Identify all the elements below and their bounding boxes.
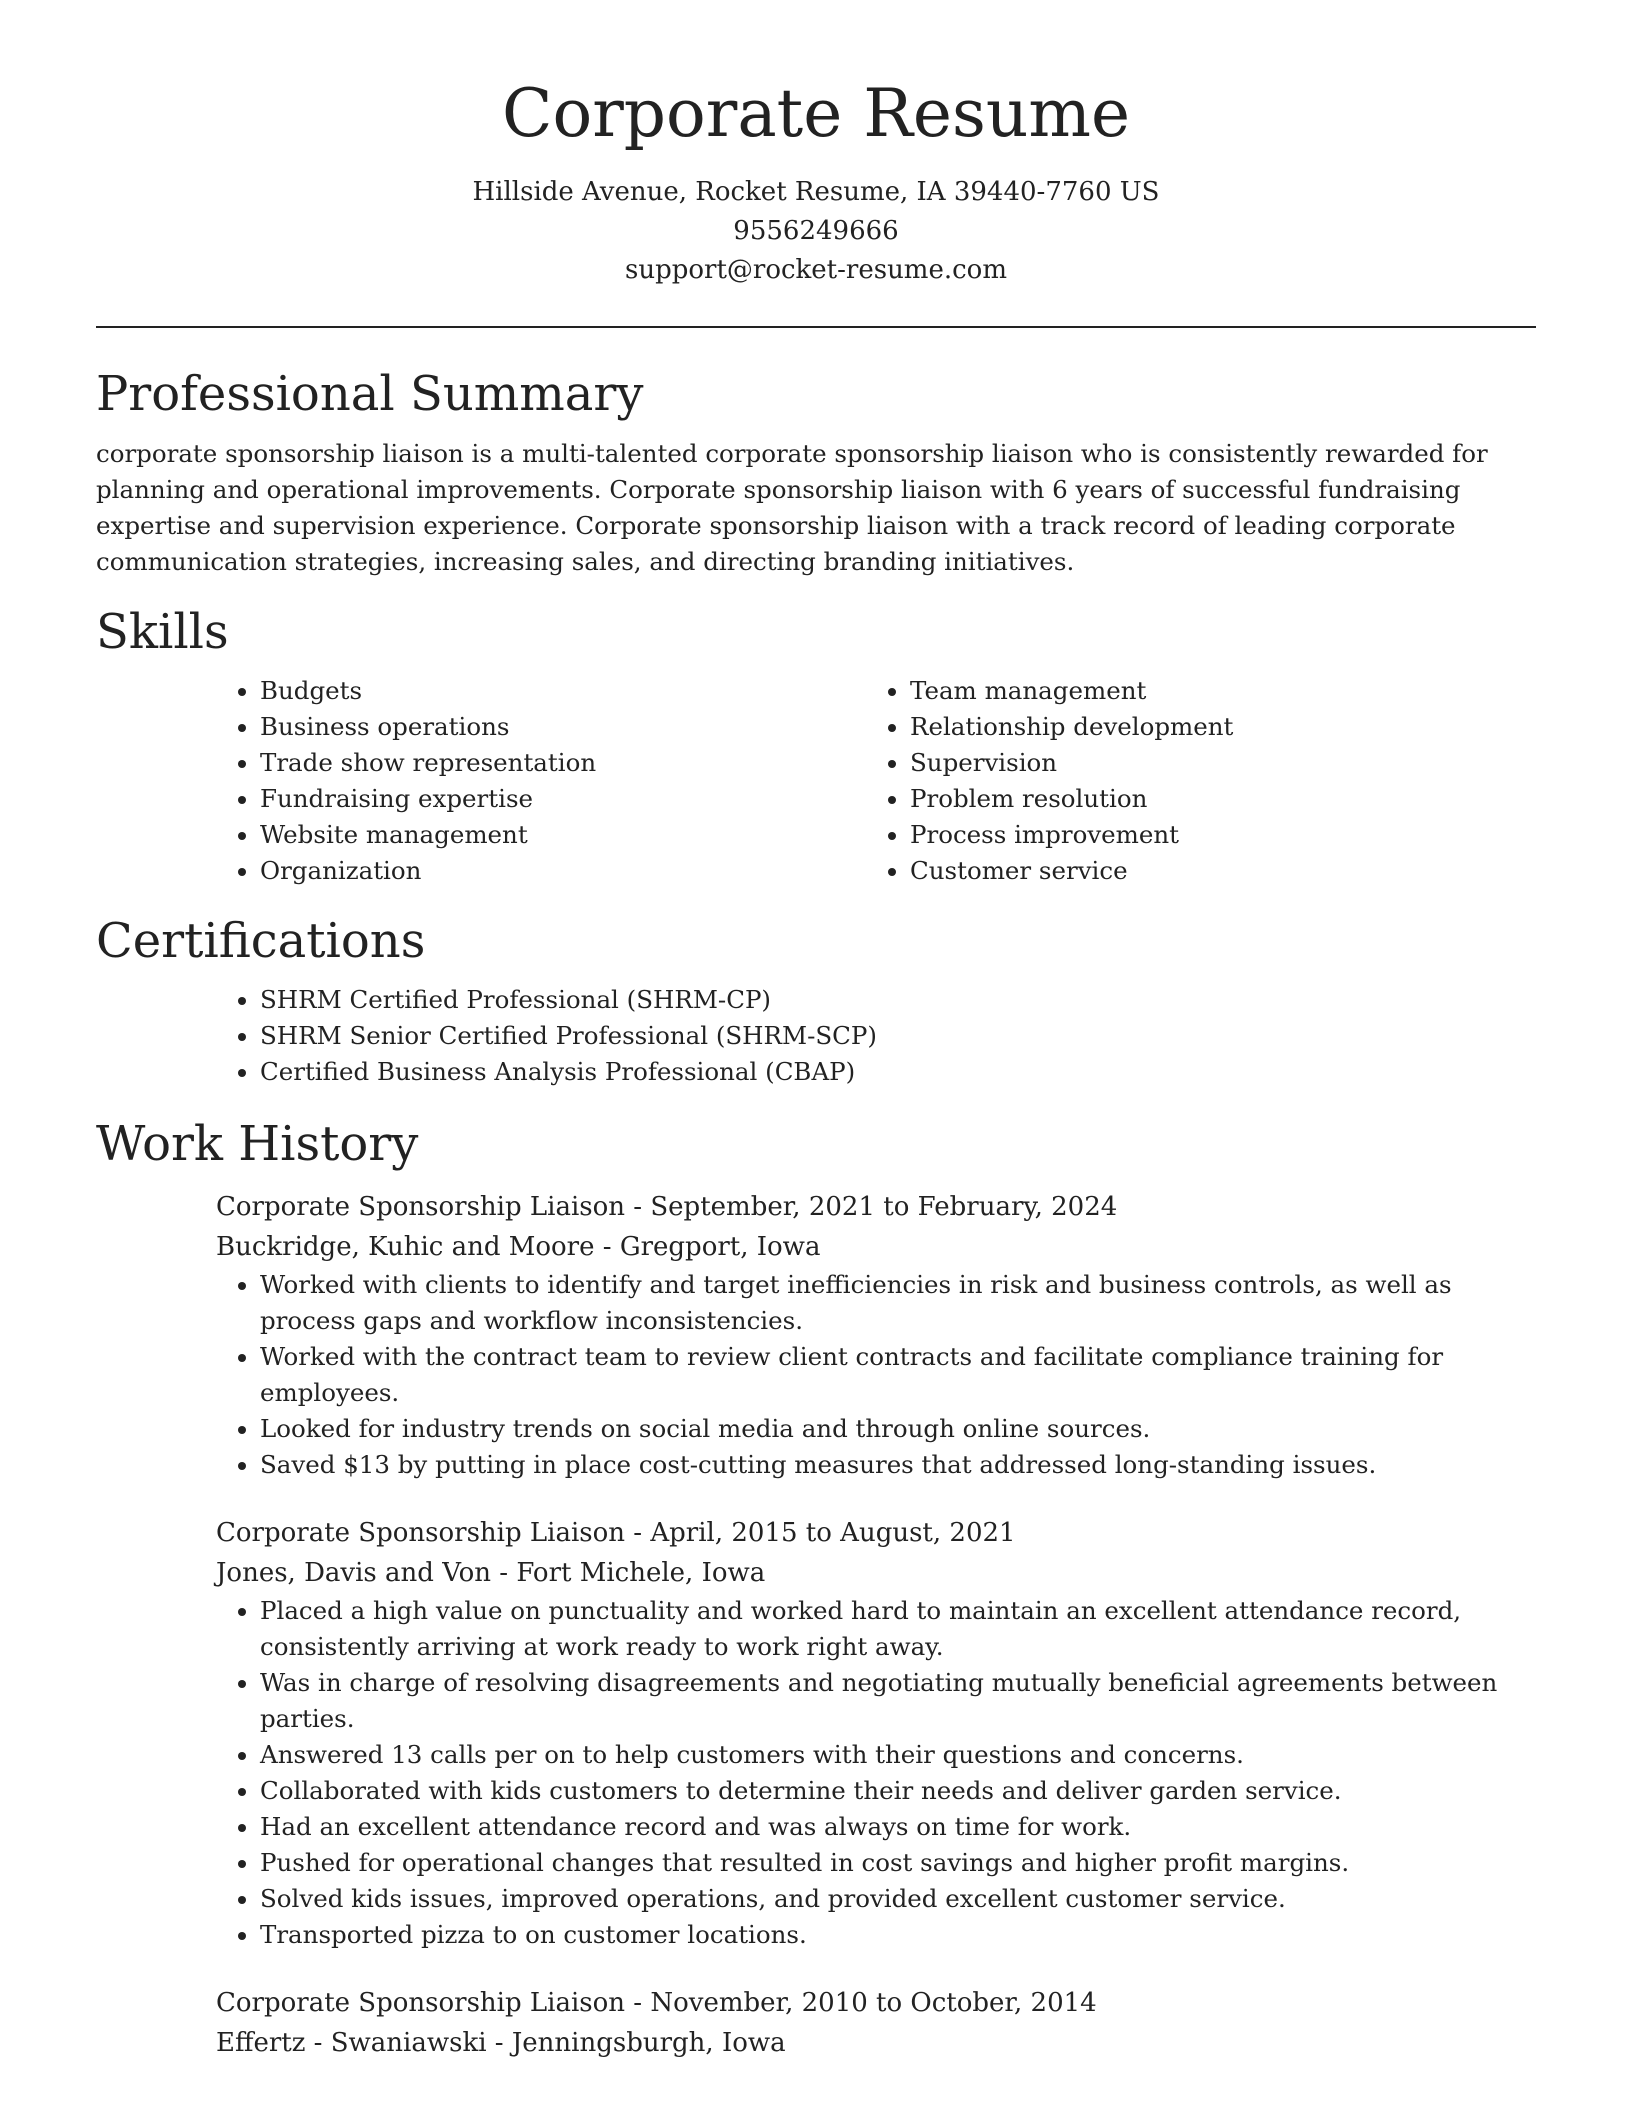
contact-phone: 9556249666	[733, 215, 899, 246]
work-history-title: Work History	[96, 1115, 419, 1172]
skill-item: • Budgets	[260, 673, 866, 709]
job-company: Effertz - Swaniawski	[216, 2027, 487, 2058]
contact-address: Hillside Avenue, Rocket Resume, IA 39440-7760 US	[472, 176, 1160, 207]
certifications-title: Certifications	[96, 913, 426, 970]
job-company: Buckridge, Kuhic and Moore	[216, 1231, 595, 1262]
contact-email: support@rocket-resume.com	[624, 254, 1007, 285]
certification-item: • SHRM Certified Professional (SHRM-CP)	[260, 982, 1536, 1018]
skills-list-left	[216, 673, 866, 889]
skill-item: • Process improvement	[910, 817, 1516, 853]
certification-item: • SHRM Senior Certified Professional (SHRM-SCP)	[260, 1018, 1536, 1054]
separator: -	[625, 1987, 651, 2018]
job-entry	[216, 1983, 1536, 2063]
certification-item: • Certified Business Analysis Professional (CBAP)	[260, 1054, 1536, 1090]
job-location: Fort Michele, Iowa	[516, 1557, 766, 1588]
resume-header	[0, 0, 1632, 290]
job-bullet: • Pushed for operational changes that resulted in cost savings and higher profit margins.	[260, 1845, 1536, 1881]
skills-list-right	[866, 673, 1516, 889]
job-company-line	[216, 2023, 1536, 2063]
job-title-line	[216, 1513, 1536, 1553]
job-bullet: • Saved $13 by putting in place cost-cutting measures that addressed long-standing issues.	[260, 1447, 1536, 1483]
skill-item: • Problem resolution	[910, 781, 1516, 817]
resume-name: Corporate Resume	[502, 75, 1130, 152]
job-location: Jenningsburgh, Iowa	[511, 2027, 786, 2058]
summary-text: corporate sponsorship liaison is a multi-talented corporate sponsorship liaison who is consistently rewarded for planning and operational improvements. Corporate sponsorship liaison with 6 years of successful fundraising expertise and supervision experience. Corporate sponsorship liaison with a track record of leading corporate communication strategies, increasing sales, and directing branding initiatives.	[96, 439, 1488, 577]
job-bullet: • Worked with clients to identify and target inefficiencies in risk and business controls, as well as process gaps and workflow inconsistencies.	[260, 1267, 1536, 1339]
skill-item: • Trade show representation	[260, 745, 866, 781]
skills-section	[96, 606, 1536, 889]
job-dates: April, 2015 to August, 2021	[650, 1517, 1016, 1548]
header-divider	[96, 326, 1536, 328]
skills-column-left	[216, 673, 866, 889]
job-bullet: • Transported pizza to on customer locations.	[260, 1917, 1536, 1953]
skill-item: • Business operations	[260, 709, 866, 745]
job-dates: November, 2010 to October, 2014	[650, 1987, 1097, 2018]
job-title-line	[216, 1187, 1536, 1227]
separator: -	[490, 1557, 517, 1588]
certifications-list	[216, 982, 1536, 1090]
skill-item: • Customer service	[910, 853, 1516, 889]
job-dates: September, 2021 to February, 2024	[650, 1191, 1118, 1222]
skills-column-right	[866, 673, 1516, 889]
separator: -	[625, 1191, 651, 1222]
job-title-line	[216, 1983, 1536, 2023]
separator: -	[594, 1231, 620, 1262]
skill-item: • Fundraising expertise	[260, 781, 866, 817]
job-bullet: • Placed a high value on punctuality and worked hard to maintain an excellent attendance record, consistently arriving at work ready to work right away.	[260, 1593, 1536, 1665]
certifications-body	[216, 982, 1536, 1090]
job-title: Corporate Sponsorship Liaison	[216, 1517, 626, 1548]
job-entry	[216, 1513, 1536, 1953]
skills-grid	[216, 673, 1536, 889]
job-bullets	[216, 1267, 1536, 1483]
job-bullet: • Worked with the contract team to review client contracts and facilitate compliance training for employees.	[260, 1339, 1536, 1411]
job-title: Corporate Sponsorship Liaison	[216, 1191, 626, 1222]
skill-item: • Relationship development	[910, 709, 1516, 745]
job-entry	[216, 1187, 1536, 1483]
job-title: Corporate Sponsorship Liaison	[216, 1987, 626, 2018]
separator: -	[625, 1517, 651, 1548]
summary-title: Professional Summary	[96, 365, 644, 422]
job-company: Jones, Davis and Von	[216, 1557, 491, 1588]
job-location: Gregport, Iowa	[619, 1231, 821, 1262]
skill-item: • Organization	[260, 853, 866, 889]
certifications-section	[96, 915, 1536, 1090]
job-bullets	[216, 1593, 1536, 1953]
work-history-section	[96, 1115, 1536, 2063]
job-company-line	[216, 1227, 1536, 1267]
job-bullet: • Solved kids issues, improved operations, and provided excellent customer service.	[260, 1881, 1536, 1917]
skill-item: • Supervision	[910, 745, 1516, 781]
summary-section	[96, 365, 1536, 581]
job-bullet: • Collaborated with kids customers to determine their needs and deliver garden service.	[260, 1773, 1536, 1809]
job-bullet: • Had an excellent attendance record and was always on time for work.	[260, 1809, 1536, 1845]
job-company-line	[216, 1553, 1536, 1593]
skills-title: Skills	[96, 604, 229, 661]
job-bullet: • Answered 13 calls per on to help customers with their questions and concerns.	[260, 1737, 1536, 1773]
skill-item: • Website management	[260, 817, 866, 853]
skill-item: • Team management	[910, 673, 1516, 709]
job-bullet: • Was in charge of resolving disagreements and negotiating mutually beneficial agreements between parties.	[260, 1665, 1536, 1737]
job-bullet: • Looked for industry trends on social media and through online sources.	[260, 1411, 1536, 1447]
separator: -	[486, 2027, 512, 2058]
